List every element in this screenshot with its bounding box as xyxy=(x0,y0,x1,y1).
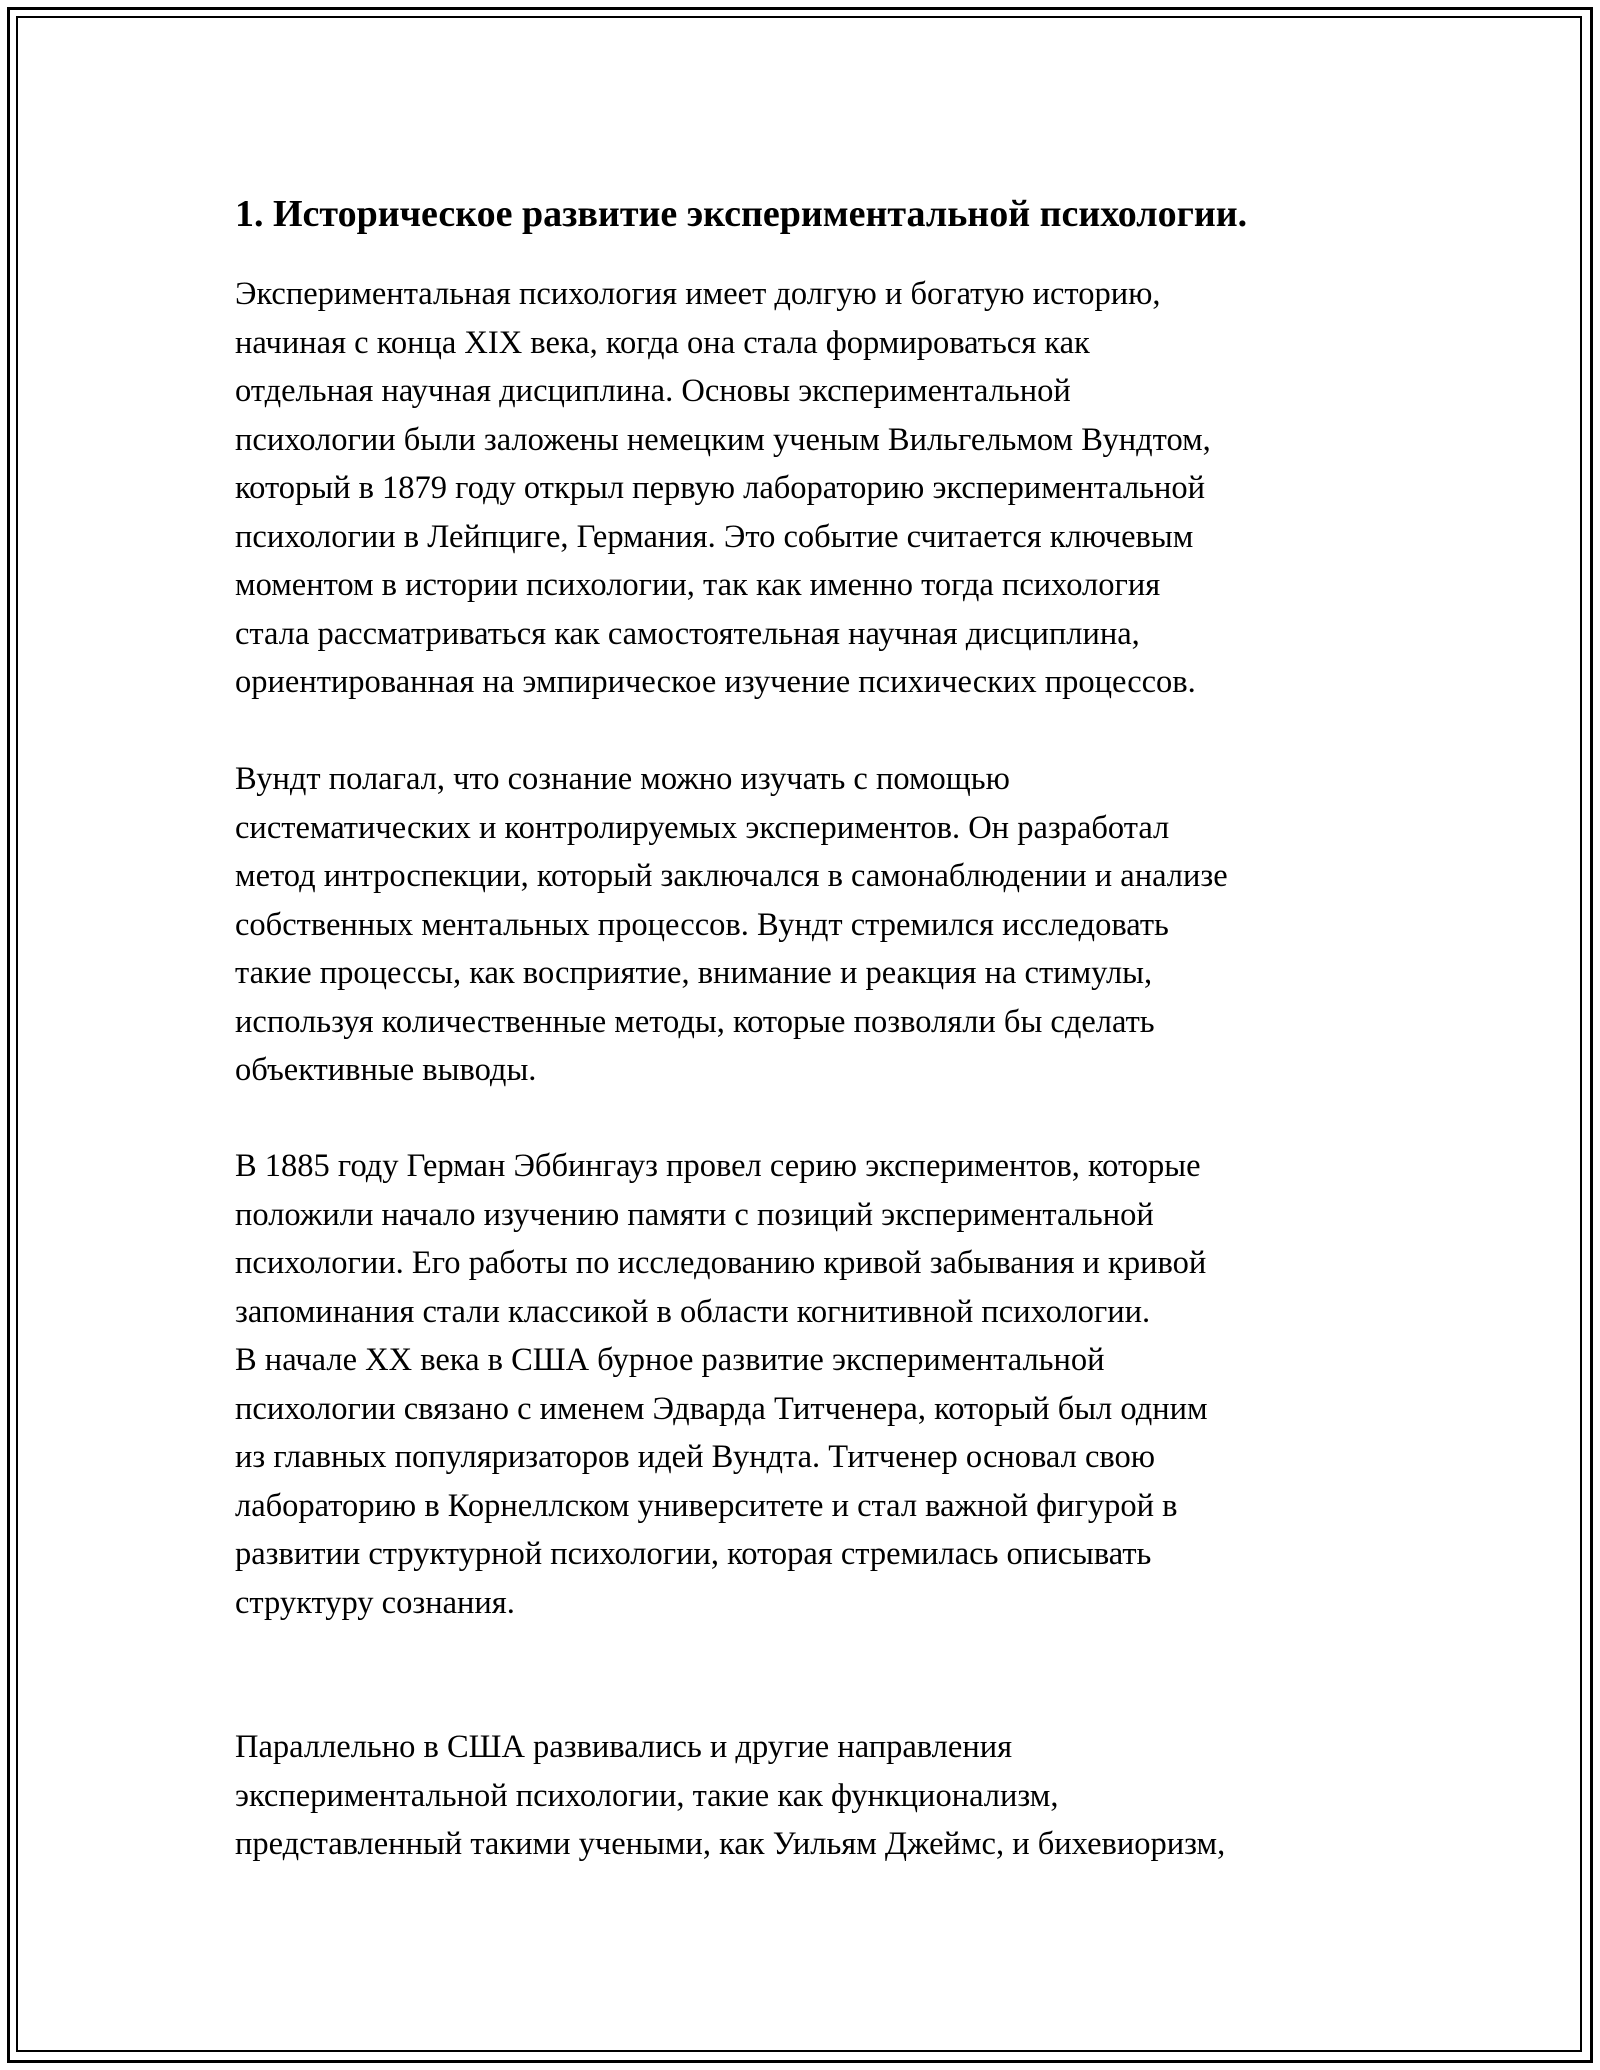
paragraph-line: который в 1879 году открыл первую лабораторию экспериментальной xyxy=(235,470,1206,506)
document-body xyxy=(235,190,1385,1862)
paragraph-line: собственных ментальных процессов. Вундт стремился исследовать xyxy=(235,906,1169,943)
paragraph-line: метод интроспекции, который заключался в самонаблюдении и анализе xyxy=(235,858,1228,894)
paragraph-line: развитии структурной психологии, которая стремилась описывать xyxy=(235,1536,1152,1572)
paragraph-line: из главных популяризаторов идей Вундта. Титченер основал свою xyxy=(235,1439,1156,1475)
paragraph-line: лабораторию в Корнеллском университете и стал важной фигурой в xyxy=(235,1487,1178,1524)
paragraph-line: положили начало изучению памяти с позиций экспериментальной xyxy=(235,1196,1154,1233)
paragraph-line: начиная с конца XIX века, когда она стала формироваться как xyxy=(235,324,1090,361)
paragraph-line: Параллельно в США развивались и другие направления xyxy=(235,1729,1013,1765)
paragraph-line: Вундт полагал, что сознание можно изучать с помощью xyxy=(235,761,1010,797)
paragraph-line: экспериментальной психологии, такие как функционализм, xyxy=(235,1777,1059,1814)
paragraph-ebbinghaus xyxy=(235,1142,1206,1336)
paragraph-line: психологии связано с именем Эдварда Титченера, который был одним xyxy=(235,1390,1208,1427)
paragraph-line: ориентированная на эмпирическое изучение психических процессов. xyxy=(235,664,1196,700)
paragraph-line: отдельная научная дисциплина. Основы экспериментальной xyxy=(235,373,1071,409)
paragraph-wundt-history xyxy=(235,270,1211,707)
paragraph-line: Экспериментальная психология имеет долгую и богатую историю, xyxy=(235,276,1161,312)
paragraph-line: моментом в истории психологии, так как именно тогда психология xyxy=(235,567,1161,603)
paragraph-line: систематических и контролируемых экспериментов. Он разработал xyxy=(235,809,1170,846)
paragraph-line: объективные выводы. xyxy=(235,1052,537,1088)
paragraph-line: психологии в Лейпциге, Германия. Это событие считается ключевым xyxy=(235,518,1194,555)
section-heading: 1. Историческое развитие экспериментальной психологии. xyxy=(235,193,1248,235)
paragraph-line: запоминания стали классикой в области когнитивной психологии. xyxy=(235,1293,1151,1330)
paragraph-titchener xyxy=(235,1336,1208,1627)
paragraph-functionalism xyxy=(235,1723,1225,1869)
paragraph-introspection xyxy=(235,755,1228,1095)
paragraph-line: представленный такими учеными, как Уильям Джеймс, и бихевиоризм, xyxy=(235,1826,1226,1862)
paragraph-line: используя количественные методы, которые позволяли бы сделать xyxy=(235,1003,1155,1040)
paragraph-line: такие процессы, как восприятие, внимание и реакция на стимулы, xyxy=(235,955,1153,991)
paragraph-line: структуру сознания. xyxy=(235,1584,515,1621)
paragraph-line: психологии были заложены немецким ученым Вильгельмом Вундтом, xyxy=(235,421,1211,458)
paragraph-line: В начале XX века в США бурное развитие экспериментальной xyxy=(235,1342,1105,1378)
paragraph-line: В 1885 году Герман Эббингауз провел серию экспериментов, которые xyxy=(235,1148,1201,1184)
paragraph-line: психологии. Его работы по исследованию кривой забывания и кривой xyxy=(235,1245,1207,1281)
paragraph-line: стала рассматриваться как самостоятельная научная дисциплина, xyxy=(235,615,1140,652)
